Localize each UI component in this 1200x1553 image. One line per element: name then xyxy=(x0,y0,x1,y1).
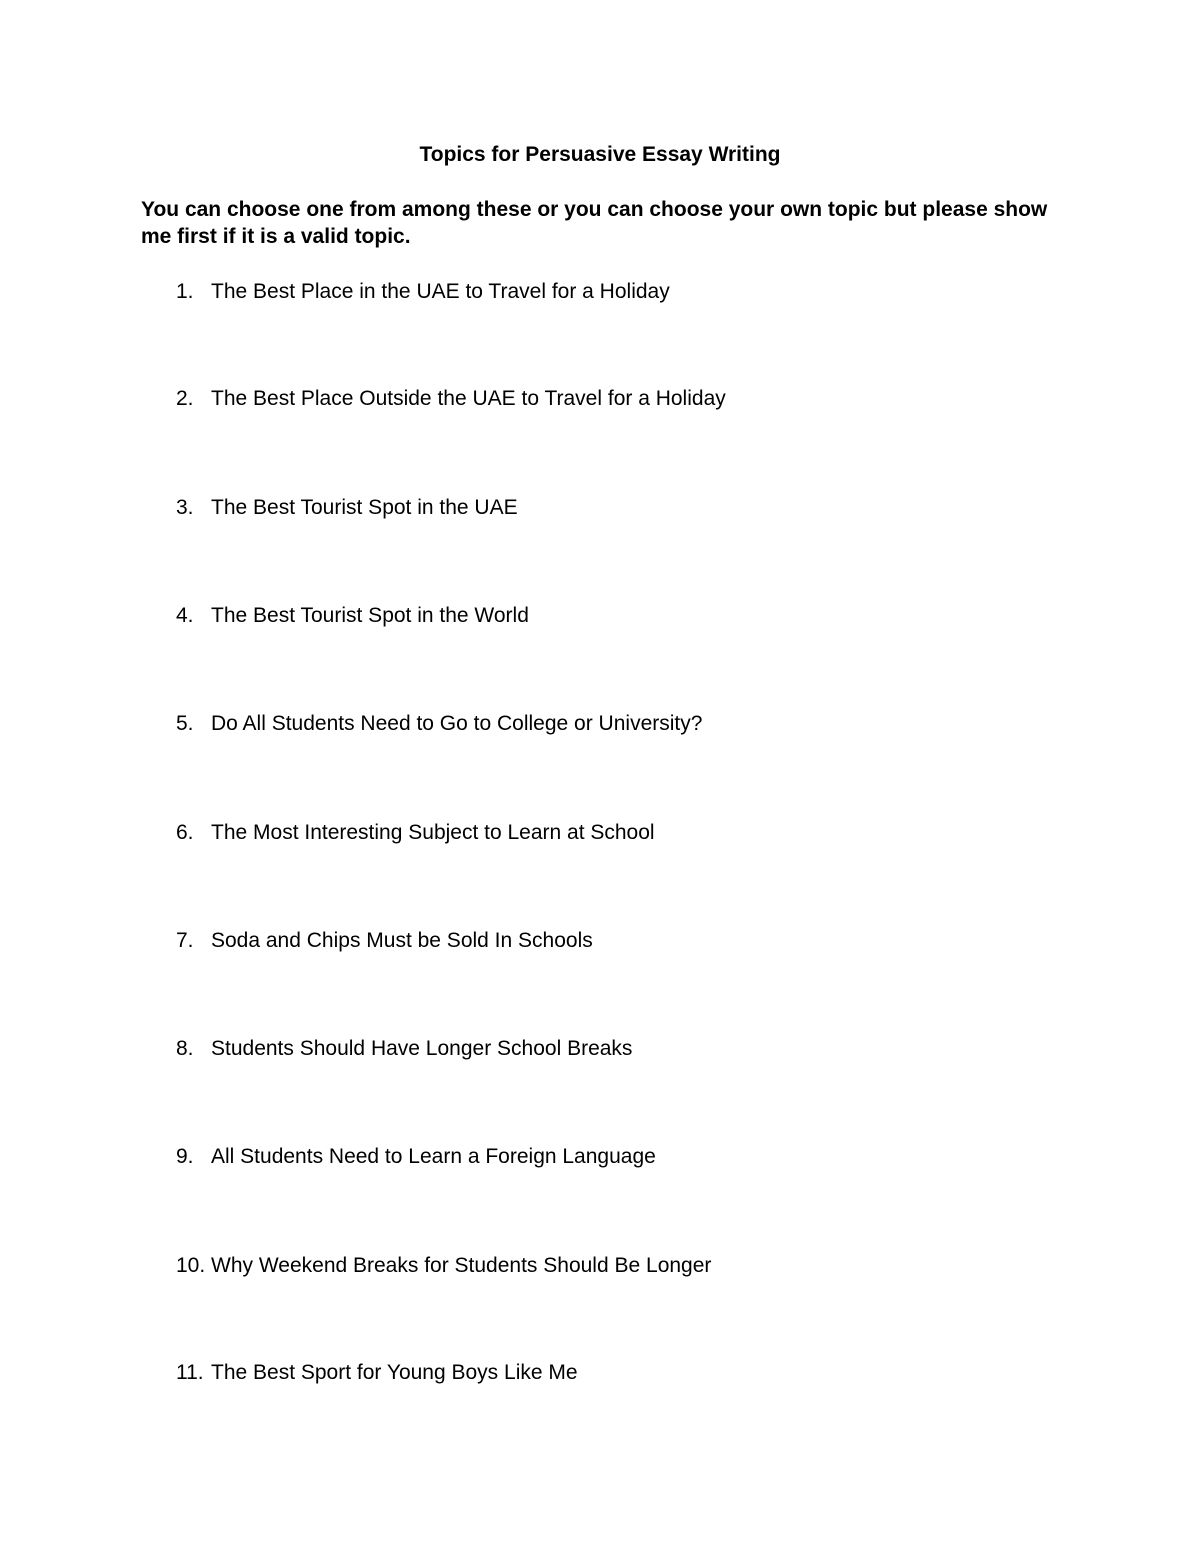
list-item-text: All Students Need to Learn a Foreign Language xyxy=(211,1145,656,1168)
list-item-number: 9. xyxy=(176,1145,194,1168)
list-item-number: 2. xyxy=(176,387,194,410)
list-item-text: The Best Place in the UAE to Travel for a Holiday xyxy=(211,280,670,303)
page-title: Topics for Persuasive Essay Writing xyxy=(419,143,781,166)
list-item-number: 7. xyxy=(176,929,194,952)
list-item-text: Students Should Have Longer School Breaks xyxy=(211,1037,633,1060)
list-item-text: The Best Tourist Spot in the UAE xyxy=(211,496,518,519)
list-item-text: The Most Interesting Subject to Learn at School xyxy=(211,821,655,844)
list-item-number: 6. xyxy=(176,821,194,844)
list-item-number: 10. xyxy=(176,1254,206,1277)
list-item-number: 3. xyxy=(176,496,194,519)
list-item-number: 5. xyxy=(176,712,194,735)
list-item-number: 8. xyxy=(176,1037,194,1060)
list-item-number: 11. xyxy=(176,1361,204,1384)
list-item-text: The Best Sport for Young Boys Like Me xyxy=(211,1361,578,1384)
list-item-text: Why Weekend Breaks for Students Should Be Longer xyxy=(211,1254,712,1277)
list-item-text: Do All Students Need to Go to College or University? xyxy=(211,712,703,735)
list-item-text: The Best Place Outside the UAE to Travel for a Holiday xyxy=(211,387,726,410)
list-item-number: 1. xyxy=(176,280,194,303)
list-item-text: Soda and Chips Must be Sold In Schools xyxy=(211,929,593,952)
instructions-text: You can choose one from among these or you can choose your own topic but please show me first if it is a valid topic. xyxy=(141,198,1048,248)
list-item-text: The Best Tourist Spot in the World xyxy=(211,604,529,627)
list-item-number: 4. xyxy=(176,604,194,627)
